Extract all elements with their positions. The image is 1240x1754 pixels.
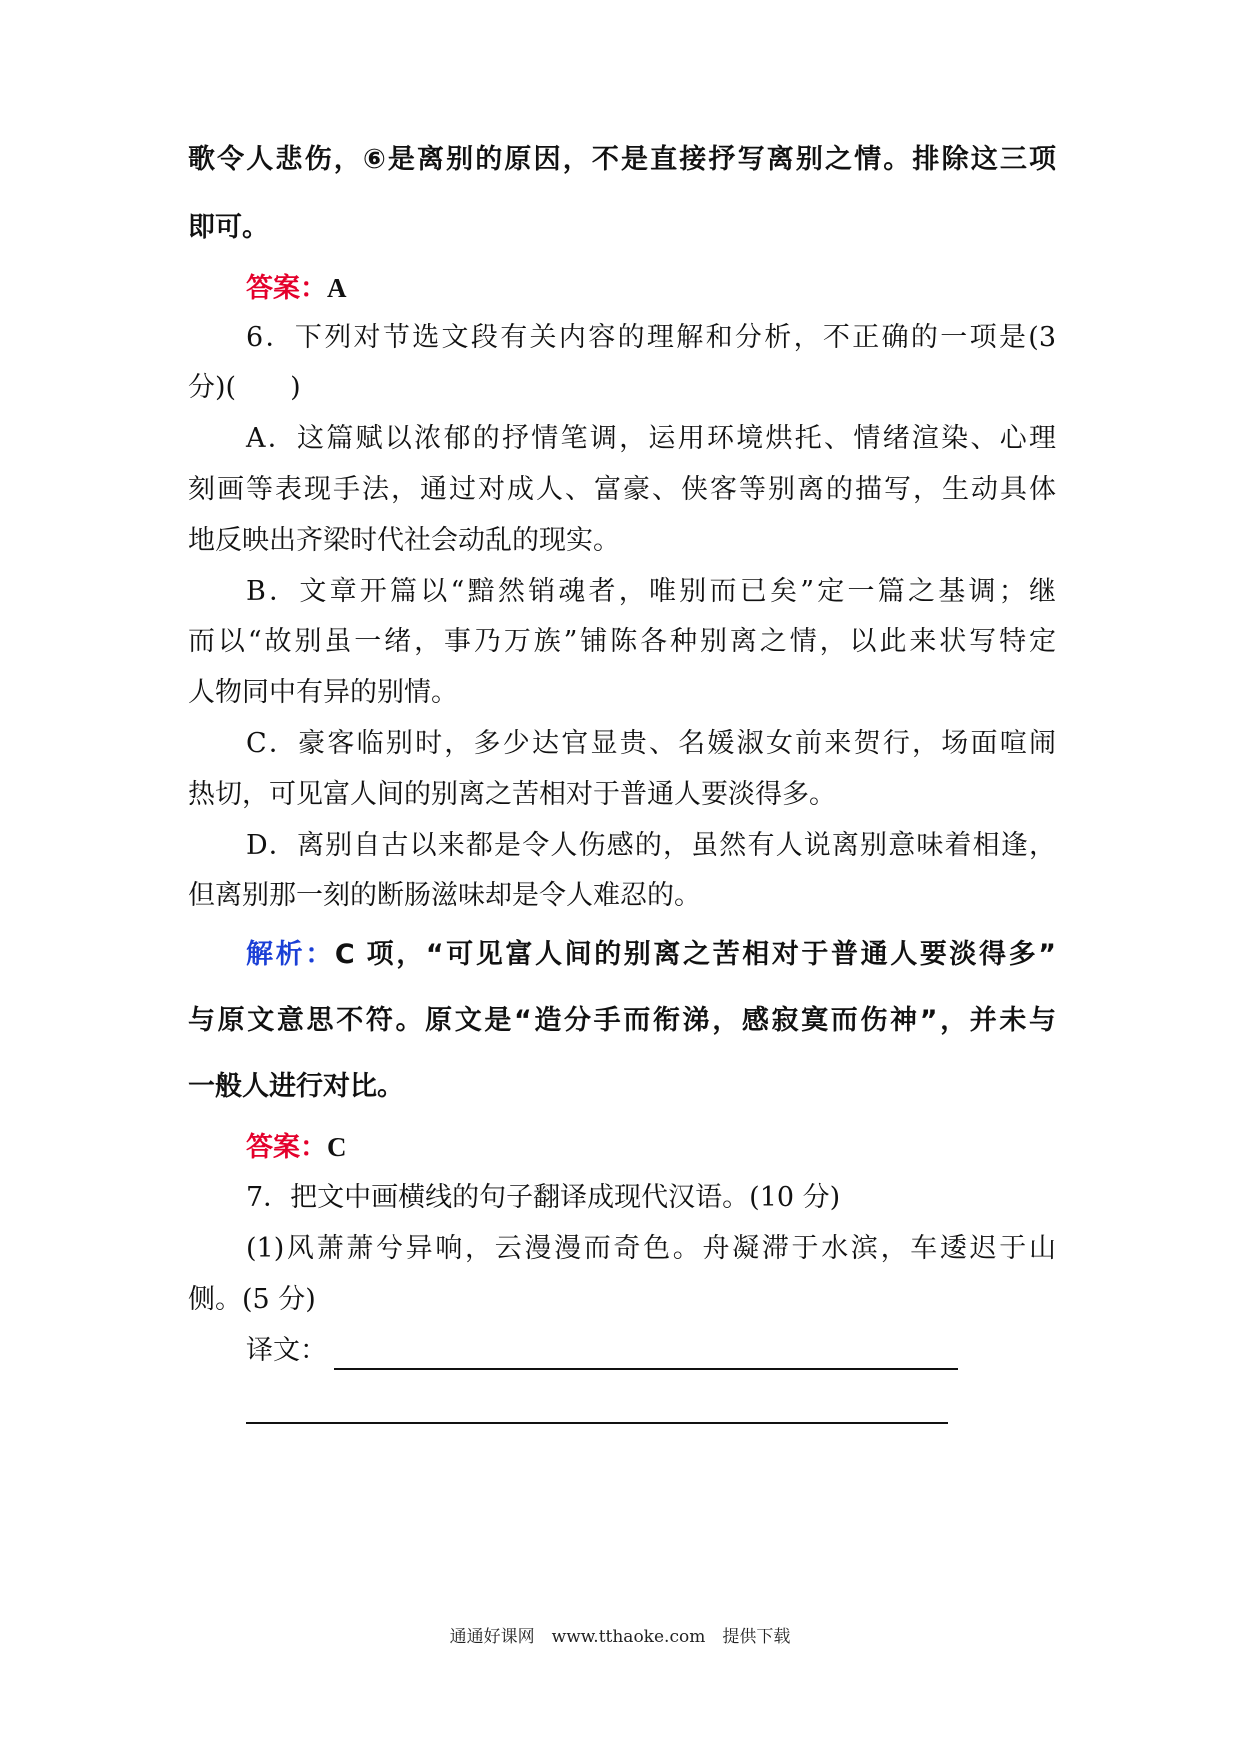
question-7-stem: 7．把文中画横线的句子翻译成现代汉语。(10 分): [246, 1182, 841, 1213]
option-b-line-2: 而以“故别虽一绪，事乃万族”铺陈各种别离之情，以此来状写特定: [188, 626, 1056, 657]
question-7-item-1-line-1: (1)风萧萧兮异响，云漫漫而奇色。舟凝滞于水滨，车逶迟于山: [246, 1233, 1056, 1264]
answer-line-2: [246, 1422, 948, 1424]
analysis-6-line-2: 与原文意思不符。原文是“造分手而衔涕，感寂寞而伤神”，并未与: [188, 1005, 1056, 1036]
option-b-line-1: B．文章开篇以“黯然销魂者，唯别而已矣”定一篇之基调；继: [246, 576, 1056, 607]
option-d-line-1: D．离别自古以来都是令人伤感的，虽然有人说离别意味着相逢，: [246, 830, 1056, 861]
option-d-line-2: 但离别那一刻的断肠滋味却是令人难忍的。: [188, 880, 701, 911]
answer-label: 答案：: [246, 1132, 327, 1163]
analysis-5-line-2: 即可。: [188, 212, 269, 243]
footer-credit: 通通好课网 www.tthaoke.com 提供下载: [449, 1627, 791, 1647]
answer-label: 答案：: [246, 273, 327, 304]
option-c-line-1: C．豪客临别时，多少达官显贵、名媛淑女前来贺行，场面喧闹: [246, 728, 1056, 759]
analysis-6-line-1-text: C 项，“可见富人间的别离之苦相对于普通人要淡得多”: [334, 939, 1056, 970]
analysis-5-line-1: 歌令人悲伤，⑥是离别的原因，不是直接抒写离别之情。排除这三项: [188, 144, 1056, 175]
answer-6: [246, 1129, 1056, 1166]
answer-5: [246, 270, 1056, 307]
answer-value: A: [327, 273, 347, 303]
option-a-line-3: 地反映出齐梁时代社会动乱的现实。: [188, 525, 620, 556]
option-a-line-2: 刻画等表现手法，通过对成人、富豪、侠客等别离的描写，生动具体: [188, 474, 1056, 505]
option-a-line-1: A．这篇赋以浓郁的抒情笔调，运用环境烘托、情绪渲染、心理: [246, 423, 1056, 454]
option-b-line-3: 人物同中有异的别情。: [188, 677, 458, 708]
answer-value: C: [327, 1132, 347, 1162]
question-6-stem-line-1: 6．下列对节选文段有关内容的理解和分析，不正确的一项是(3: [246, 322, 1056, 353]
translation-label: 译文：: [246, 1335, 327, 1366]
question-6-stem-line-2: 分)( ): [188, 372, 301, 403]
option-c-line-2: 热切，可见富人间的别离之苦相对于普通人要淡得多。: [188, 779, 836, 810]
question-7-item-1-line-2: 侧。(5 分): [188, 1284, 316, 1315]
analysis-6-line-1: [246, 937, 1056, 973]
analysis-6-line-3: 一般人进行对比。: [188, 1071, 404, 1102]
analysis-label: 解析：: [246, 939, 335, 970]
answer-line-1: [334, 1368, 958, 1370]
